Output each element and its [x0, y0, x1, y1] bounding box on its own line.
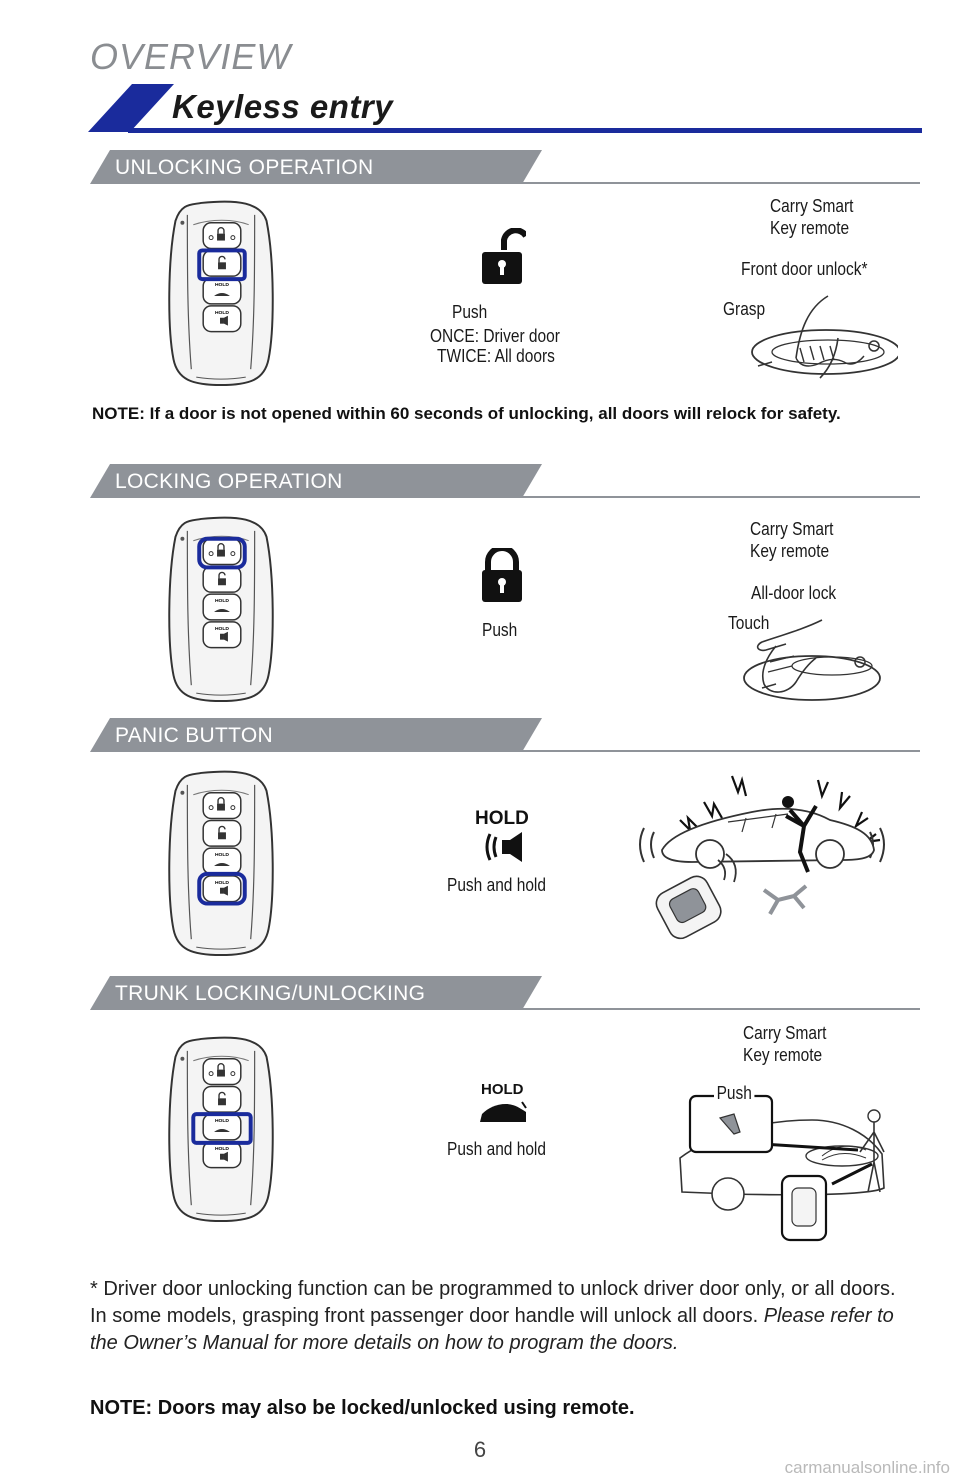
overview-heading: OVERVIEW	[90, 36, 292, 77]
footnote-italic: Please refer to the Owner’s Manual for more details on how to program the doors.	[90, 1305, 894, 1354]
trunk-hold-label: HOLD	[481, 1081, 524, 1098]
key-fob-panic	[168, 768, 274, 958]
watermark: carmanualsonline.info	[784, 1458, 950, 1477]
remote-note: NOTE: Doors may also be locked/unlocked using remote.	[90, 1397, 635, 1419]
unlock-twice-text: TWICE: All doors	[437, 346, 555, 366]
touch-text: Touch	[728, 613, 770, 633]
lock-push-text: Push	[482, 620, 518, 640]
lock-carry-line1: Carry Smart	[750, 519, 834, 539]
section-label-trunk: TRUNK LOCKING/UNLOCKING	[115, 982, 426, 1005]
unlock-once-text: ONCE: Driver door	[430, 326, 560, 346]
panic-push-hold-text: Push and hold	[447, 875, 546, 895]
trunk-carry-line2: Key remote	[743, 1045, 823, 1065]
page-title: Keyless entry	[172, 88, 394, 125]
unlock-carry-line2: Key remote	[770, 218, 850, 238]
panic-horn-icon	[482, 830, 524, 864]
key-fob-unlock	[168, 198, 274, 388]
trunk-car-icon	[478, 1100, 528, 1126]
section-label-unlock: UNLOCKING OPERATION	[115, 156, 374, 179]
lock-carry-line2: Key remote	[750, 541, 830, 561]
footnote-text: * Driver door unlocking function can be programmed to unlock driver door only, or all doors. In some models, grasping front passenger door handle will unlock all doors.	[90, 1278, 896, 1327]
unlock-padlock-icon	[480, 228, 526, 288]
front-door-unlock-text: Front door unlock*	[741, 259, 868, 279]
grasp-text: Grasp	[723, 299, 766, 319]
key-fob-lock	[168, 514, 274, 704]
trunk-push-hold-text: Push and hold	[447, 1139, 546, 1159]
section-label-lock: LOCKING OPERATION	[115, 470, 343, 493]
trunk-push-label: Push	[714, 1082, 754, 1104]
touch-handle-illustration	[736, 614, 882, 708]
unlock-push-text: Push	[452, 302, 488, 322]
panic-hold-label: HOLD	[475, 808, 529, 829]
unlock-note: NOTE: If a door is not opened within 60 seconds of unlocking, all doors will relock for safety.	[92, 404, 841, 423]
trunk-car-illustration	[672, 1084, 894, 1246]
key-fob-trunk	[168, 1034, 274, 1224]
page-number: 6	[473, 1437, 487, 1462]
lock-padlock-icon	[478, 548, 526, 606]
all-door-lock-text: All-door lock	[751, 583, 837, 603]
footnote	[90, 1276, 910, 1357]
grasp-handle-illustration	[748, 288, 898, 394]
panic-alarm-illustration	[632, 762, 898, 944]
trunk-carry-line1: Carry Smart	[743, 1023, 827, 1043]
unlock-carry-line1: Carry Smart	[770, 196, 854, 216]
section-label-panic: PANIC BUTTON	[115, 724, 274, 747]
